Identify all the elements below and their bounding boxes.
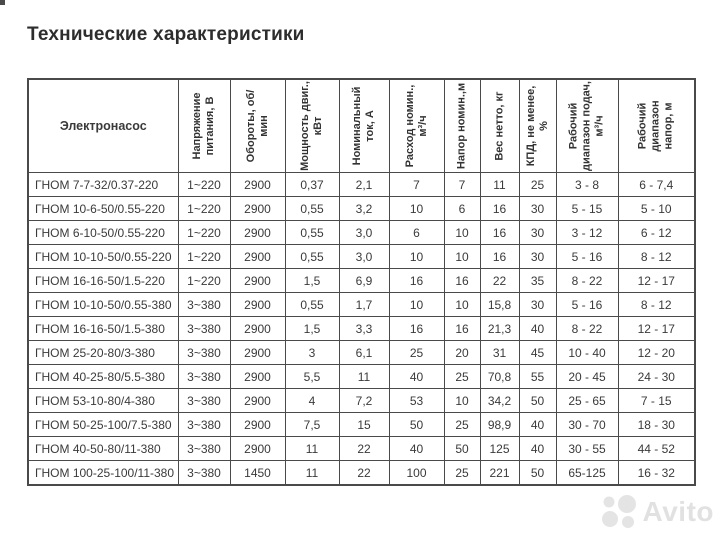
- spec-value: 40: [519, 317, 556, 341]
- spec-value: 2900: [230, 245, 285, 269]
- spec-value: 24 - 30: [618, 365, 695, 389]
- spec-value: 25 - 65: [556, 389, 618, 413]
- spec-value: 16: [480, 197, 519, 221]
- header-rotated-label: Обороты, об/мин: [244, 89, 270, 163]
- spec-value: 2900: [230, 365, 285, 389]
- spec-value: 40: [389, 437, 444, 461]
- spec-value: 1,7: [339, 293, 389, 317]
- spec-value: 10: [444, 245, 480, 269]
- table-row: [28, 389, 695, 413]
- header-rotated-label: Вес нетто, кг: [493, 91, 506, 161]
- pump-model: ГНОМ 10-6-50/0.55-220: [28, 197, 178, 221]
- header-row: [28, 79, 695, 173]
- spec-value: 125: [480, 437, 519, 461]
- spec-value: 70,8: [480, 365, 519, 389]
- spec-value: 98,9: [480, 413, 519, 437]
- spec-value: 50: [519, 389, 556, 413]
- header-col-4: [285, 79, 339, 173]
- spec-value: 8 - 22: [556, 317, 618, 341]
- spec-value: 10: [389, 197, 444, 221]
- spec-value: 18 - 30: [618, 413, 695, 437]
- spec-value: 2900: [230, 269, 285, 293]
- spec-value: 3,0: [339, 221, 389, 245]
- header-rotated-label: Номинальный ток, А: [351, 86, 376, 166]
- spec-value: 3 - 8: [556, 173, 618, 197]
- spec-value: 2,1: [339, 173, 389, 197]
- table-body: [28, 173, 695, 486]
- spec-value: 2900: [230, 197, 285, 221]
- table-row: [28, 245, 695, 269]
- spec-value: 21,3: [480, 317, 519, 341]
- spec-value: 25: [444, 461, 480, 486]
- spec-value: 0,55: [285, 245, 339, 269]
- table-row: [28, 317, 695, 341]
- header-col-3: [230, 79, 285, 173]
- table-row: [28, 437, 695, 461]
- table-row: [28, 461, 695, 486]
- spec-value: 30 - 70: [556, 413, 618, 437]
- spec-value: 30: [519, 221, 556, 245]
- spec-value: 55: [519, 365, 556, 389]
- header-col-11: [618, 79, 695, 173]
- spec-value: 22: [339, 437, 389, 461]
- spec-value: 11: [285, 437, 339, 461]
- header-col-10: [556, 79, 618, 173]
- spec-value: 30: [519, 197, 556, 221]
- header-rotated-label: Рабочий диапазон напор, м: [636, 100, 675, 152]
- pump-model: ГНОМ 53-10-80/4-380: [28, 389, 178, 413]
- spec-value: 7: [444, 173, 480, 197]
- table-row: [28, 173, 695, 197]
- pump-model: ГНОМ 50-25-100/7.5-380: [28, 413, 178, 437]
- spec-value: 4: [285, 389, 339, 413]
- spec-value: 25: [444, 413, 480, 437]
- spec-value: 5,5: [285, 365, 339, 389]
- spec-value: 30 - 55: [556, 437, 618, 461]
- header-col-5: [339, 79, 389, 173]
- spec-value: 5 - 16: [556, 245, 618, 269]
- spec-value: 3~380: [178, 389, 230, 413]
- header-rotated-label: КПД, не менее, %: [524, 85, 550, 167]
- spec-value: 8 - 22: [556, 269, 618, 293]
- spec-value: 100: [389, 461, 444, 486]
- spec-value: 0,55: [285, 221, 339, 245]
- spec-value: 53: [389, 389, 444, 413]
- spec-value: 12 - 20: [618, 341, 695, 365]
- spec-value: 25: [389, 341, 444, 365]
- spec-value: 40: [519, 437, 556, 461]
- spec-value: 221: [480, 461, 519, 486]
- spec-value: 3~380: [178, 293, 230, 317]
- corner-artifact: [0, 0, 5, 5]
- pump-model: ГНОМ 6-10-50/0.55-220: [28, 221, 178, 245]
- spec-value: 10: [444, 293, 480, 317]
- spec-value: 3~380: [178, 437, 230, 461]
- spec-value: 22: [339, 461, 389, 486]
- spec-value: 3~380: [178, 317, 230, 341]
- spec-value: 20 - 45: [556, 365, 618, 389]
- spec-value: 5 - 15: [556, 197, 618, 221]
- header-col-2: [178, 79, 230, 173]
- spec-value: 6 - 7,4: [618, 173, 695, 197]
- header-rotated-label: Расход номин., м³/ч: [403, 84, 429, 168]
- spec-value: 10: [444, 221, 480, 245]
- spec-value: 1~220: [178, 197, 230, 221]
- spec-value: 6: [444, 197, 480, 221]
- spec-value: 16: [444, 269, 480, 293]
- header-col-8: [480, 79, 519, 173]
- spec-value: 15,8: [480, 293, 519, 317]
- spec-value: 16 - 32: [618, 461, 695, 486]
- header-col-9: [519, 79, 556, 173]
- spec-value: 3,3: [339, 317, 389, 341]
- spec-value: 1,5: [285, 317, 339, 341]
- spec-value: 2900: [230, 221, 285, 245]
- spec-value: 6,9: [339, 269, 389, 293]
- spec-value: 3 - 12: [556, 221, 618, 245]
- header-rotated-label: Напор номин.,м: [455, 82, 468, 170]
- header-rotated-label: Напряжение питания, В: [191, 92, 216, 160]
- spec-value: 0,55: [285, 293, 339, 317]
- pump-model: ГНОМ 10-10-50/0.55-220: [28, 245, 178, 269]
- header-rotated-label: Мощность двиг., кВт: [299, 81, 324, 171]
- spec-value: 50: [519, 461, 556, 486]
- spec-value: 12 - 17: [618, 317, 695, 341]
- table-row: [28, 269, 695, 293]
- spec-value: 10: [444, 389, 480, 413]
- spec-value: 45: [519, 341, 556, 365]
- specs-table: [27, 78, 696, 486]
- spec-value: 1~220: [178, 173, 230, 197]
- header-rotated-label: Рабочий диапазон подач, м³/ч: [567, 81, 606, 171]
- spec-value: 16: [389, 269, 444, 293]
- spec-value: 35: [519, 269, 556, 293]
- spec-value: 1450: [230, 461, 285, 486]
- pump-model: ГНОМ 40-50-80/11-380: [28, 437, 178, 461]
- spec-value: 6: [389, 221, 444, 245]
- spec-value: 3~380: [178, 341, 230, 365]
- spec-value: 2900: [230, 437, 285, 461]
- spec-value: 31: [480, 341, 519, 365]
- page-title: Технические характеристики: [27, 24, 305, 45]
- spec-value: 30: [519, 293, 556, 317]
- spec-value: 2900: [230, 389, 285, 413]
- spec-value: 15: [339, 413, 389, 437]
- header-pump-model: Электронасос: [28, 79, 178, 173]
- watermark: [600, 494, 714, 530]
- spec-value: 6,1: [339, 341, 389, 365]
- spec-value: 7,2: [339, 389, 389, 413]
- spec-value: 2900: [230, 173, 285, 197]
- pump-model: ГНОМ 100-25-100/11-380: [28, 461, 178, 486]
- pump-model: ГНОМ 40-25-80/5.5-380: [28, 365, 178, 389]
- pump-model: ГНОМ 7-7-32/0.37-220: [28, 173, 178, 197]
- spec-value: 0,37: [285, 173, 339, 197]
- spec-value: 16: [480, 221, 519, 245]
- table-row: [28, 197, 695, 221]
- spec-value: 3,0: [339, 245, 389, 269]
- spec-value: 25: [444, 365, 480, 389]
- spec-value: 0,55: [285, 197, 339, 221]
- spec-value: 40: [519, 413, 556, 437]
- spec-value: 1,5: [285, 269, 339, 293]
- spec-value: 20: [444, 341, 480, 365]
- spec-value: 10: [389, 245, 444, 269]
- avito-logo-icon: [600, 494, 640, 530]
- spec-value: 10 - 40: [556, 341, 618, 365]
- pump-model: ГНОМ 16-16-50/1.5-380: [28, 317, 178, 341]
- spec-value: 40: [389, 365, 444, 389]
- spec-value: 11: [480, 173, 519, 197]
- spec-value: 12 - 17: [618, 269, 695, 293]
- spec-value: 50: [389, 413, 444, 437]
- spec-value: 2900: [230, 413, 285, 437]
- spec-value: 11: [339, 365, 389, 389]
- spec-value: 16: [480, 245, 519, 269]
- spec-value: 5 - 10: [618, 197, 695, 221]
- spec-value: 5 - 16: [556, 293, 618, 317]
- pump-model: ГНОМ 25-20-80/3-380: [28, 341, 178, 365]
- spec-value: 7,5: [285, 413, 339, 437]
- spec-value: 11: [285, 461, 339, 486]
- spec-value: 25: [519, 173, 556, 197]
- table-row: [28, 293, 695, 317]
- spec-value: 3,2: [339, 197, 389, 221]
- spec-value: 3~380: [178, 461, 230, 486]
- spec-value: 3~380: [178, 413, 230, 437]
- spec-value: 8 - 12: [618, 293, 695, 317]
- spec-value: 10: [389, 293, 444, 317]
- spec-value: 22: [480, 269, 519, 293]
- spec-value: 1~220: [178, 245, 230, 269]
- pump-model: ГНОМ 10-10-50/0.55-380: [28, 293, 178, 317]
- spec-value: 2900: [230, 317, 285, 341]
- header-col-7: [444, 79, 480, 173]
- spec-value: 7: [389, 173, 444, 197]
- spec-value: 7 - 15: [618, 389, 695, 413]
- spec-value: 3~380: [178, 365, 230, 389]
- spec-value: 1~220: [178, 269, 230, 293]
- spec-value: 34,2: [480, 389, 519, 413]
- table-row: [28, 413, 695, 437]
- spec-value: 1~220: [178, 221, 230, 245]
- table-row: [28, 221, 695, 245]
- table-row: [28, 341, 695, 365]
- spec-value: 6 - 12: [618, 221, 695, 245]
- watermark-text: Avito: [642, 496, 714, 527]
- spec-value: 16: [389, 317, 444, 341]
- pump-model: ГНОМ 16-16-50/1.5-220: [28, 269, 178, 293]
- spec-value: 3: [285, 341, 339, 365]
- spec-value: 50: [444, 437, 480, 461]
- spec-value: 65-125: [556, 461, 618, 486]
- spec-value: 2900: [230, 293, 285, 317]
- spec-value: 8 - 12: [618, 245, 695, 269]
- spec-value: 16: [444, 317, 480, 341]
- spec-value: 44 - 52: [618, 437, 695, 461]
- spec-value: 2900: [230, 341, 285, 365]
- spec-value: 30: [519, 245, 556, 269]
- table-row: [28, 365, 695, 389]
- header-col-6: [389, 79, 444, 173]
